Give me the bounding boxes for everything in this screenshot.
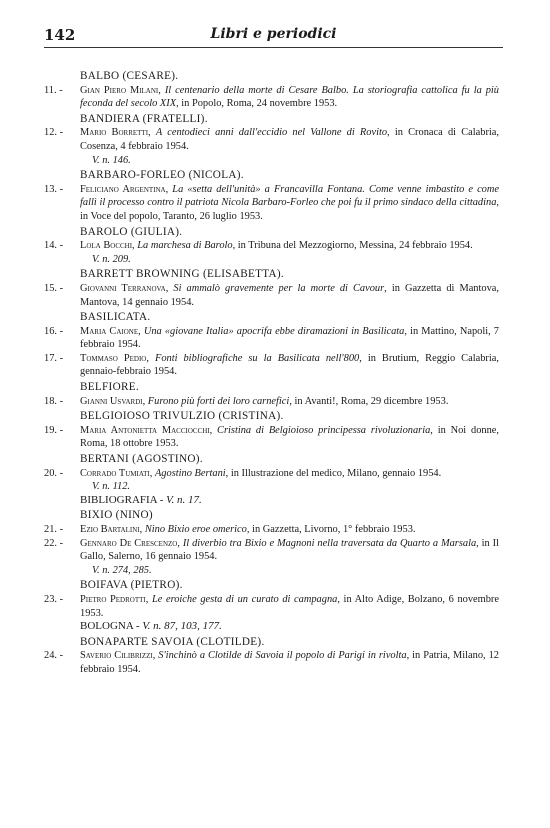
- section-heading: BAROLO (GIULIA).: [80, 225, 183, 238]
- entry-publication: , in Gazzetta, Livorno, 1° febbraio 1953.: [246, 524, 416, 535]
- entry-publication: , in Gazzetta di Mantova, Mantova, 14 gennaio 1954.: [80, 282, 499, 308]
- entry-number: 22. -: [44, 537, 64, 549]
- cross-reference: [80, 494, 499, 508]
- bibliography-entry: 24. - Saverio Cilibrizzi, S'inchinò a Clotilde di Savoia il popolo di Parigi in rivolta, in Patria, Milano, 12 febbraio 1954.: [44, 650, 499, 675]
- entry-publication: , in Illustrazione del medico, Milano, gennaio 1954.: [225, 467, 442, 479]
- entry-number: 17. -: [44, 352, 64, 364]
- entry-publication: , in Patria, Milano, 12 febbraio 1954.: [80, 650, 499, 675]
- entry-author: Giovanni Terranova: [80, 282, 166, 294]
- entry-title: Il diverbio tra Bixio e Magnoni nella traversata da Quarto a Marsala: [182, 537, 477, 549]
- entry-title: Si ammalò gravemente per la morte di Cavour: [173, 282, 385, 294]
- entry-author: Corrado Tumiati: [80, 467, 150, 479]
- bibliography-entry: 12. - Mario Borretti, A centodieci anni dall'eccidio nel Vallone di Rovito, in Cronaca di Calabria, Cosenza, 4 febbraio 1954. V. n. 146.: [44, 127, 500, 166]
- cross-reference: [80, 620, 499, 634]
- header-rule: [44, 47, 503, 48]
- running-title: Libri e periodici: [210, 26, 337, 42]
- entry-author: Saverio Cilibrizzi: [80, 650, 153, 662]
- entry-title: A centodieci anni dall'eccidio nel Vallone di Rovito: [155, 127, 388, 139]
- entry-publication: , in Voce del popolo, Taranto, 26 luglio 1953.: [80, 197, 499, 222]
- entry-number: 12. -: [44, 127, 64, 139]
- entry-author: Tommaso Pedio: [80, 352, 147, 364]
- entry-publication: , in Brutium, Reggio Calabria, gennaio-febbraio 1954.: [80, 352, 499, 378]
- entry-publication: , in Mattino, Napoli, 7 febbraio 1954.: [80, 325, 499, 351]
- entry-number: 23. -: [44, 593, 64, 605]
- entry-author: Ezio Bartalini: [80, 524, 140, 535]
- entry-title: S'inchinò a Clotilde di Savoia il popolo di Parigi in rivolta: [158, 650, 407, 662]
- bibliography-entry: 20. - Corrado Tumiati, Agostino Bertani, in Illustrazione del medico, Milano, gennaio 1954. V. n. 112.: [44, 467, 499, 494]
- entry-publication: , in Noi donne, Roma, 18 ottobre 1953.: [80, 424, 499, 450]
- section-heading: BELGIOIOSO TRIVULZIO (CRISTINA).: [80, 410, 284, 423]
- entry-publication: , in Avanti!, Roma, 29 dicembre 1953.: [289, 395, 449, 407]
- page-header: [44, 26, 503, 46]
- bibliography-entry: 19. - Maria Antonietta Macciocchi, Cristina di Belgioioso principessa rivoluzionaria, in Noi donne, Roma, 18 ottobre 1953.: [44, 424, 499, 450]
- entry-number: 18. -: [44, 395, 64, 407]
- page-number: 142: [44, 26, 76, 44]
- bibliography-entry: 11. - Gian Piero Milani, Il centenario della morte di Cesare Balbo. La storiografia cattolica fu la più feconda del secolo XIX, in Popolo, Roma, 24 novembre 1953.: [44, 84, 499, 110]
- entry-publication: , in Alto Adige, Bolzano, 6 novembre 1953.: [80, 593, 500, 619]
- section-heading: BOIFAVA (PIETRO).: [80, 579, 183, 592]
- entry-author: Gianni Usvardi: [80, 395, 143, 407]
- entry-see-also: V. n. 274, 285.: [92, 564, 152, 576]
- section-heading: BANDIERA (FRATELLI).: [80, 112, 208, 125]
- bibliography-entry: 16. - Maria Caione, Una «giovane Italia» apocrifa ebbe diramazioni in Basilicata, in Mattino, Napoli, 7 febbraio 1954.: [44, 325, 499, 351]
- entry-publication: , in Cronaca di Calabria, Cosenza, 4 febbraio 1954.: [80, 127, 500, 152]
- section-heading: BELFIORE.: [80, 381, 139, 394]
- entry-title: Le eroiche gesta di un curato di campagna: [151, 593, 338, 605]
- section-heading: BERTANI (AGOSTINO).: [80, 453, 203, 466]
- entry-number: 13. -: [44, 183, 64, 195]
- entry-title: Agostino Bertani: [154, 467, 226, 479]
- entry-number: 21. -: [44, 524, 64, 535]
- entry-author: Gennaro De Crescenzo: [80, 537, 178, 549]
- section-heading: BONAPARTE SAVOIA (CLOTILDE).: [80, 635, 265, 648]
- bibliography-entry: 14. - Lola Bocchi, La marchesa di Barolo, in Tribuna del Mezzogiorno, Messina, 24 febbraio 1954. V. n. 209.: [44, 239, 499, 266]
- entry-title: Una «giovane Italia» apocrifa ebbe diramazioni in Basilicata: [143, 325, 405, 337]
- entry-author: Pietro Pedrotti: [80, 593, 146, 605]
- entry-number: 19. -: [44, 424, 64, 436]
- entry-title: Nino Bixio eroe omerico: [144, 524, 247, 535]
- bibliography-entry: 13. - Feliciano Argentina, La «setta dell'unità» a Francavilla Fontana. Come venne imbastito e come fallì il processo contro il patriota Nicola Barbaro-Forleo che poi fu il primo sindaco della cittadina, in Voce del popolo, Taranto, 26 luglio 1953.: [44, 183, 499, 222]
- entry-author: Maria Caione: [80, 325, 139, 337]
- reference-numbers: V. n. 87, 103, 177.: [142, 620, 222, 633]
- entry-title: Fonti bibliografiche su la Basilicata nell'800: [154, 352, 360, 364]
- entry-title: Furono più forti dei loro carnefici: [147, 395, 290, 407]
- section-heading: BASILICATA.: [80, 311, 151, 324]
- entry-title: Cristina di Belgioioso principessa rivoluzionaria: [217, 424, 431, 436]
- entry-title: Il centenario della morte di Cesare Balbo. La storiografia cattolica fu la più feconda del secolo XIX: [80, 84, 499, 110]
- bibliography-entry: 21. - Ezio Bartalini, Nino Bixio eroe omerico, in Gazzetta, Livorno, 1° febbraio 1953.: [44, 524, 416, 535]
- reference-numbers: V. n. 17.: [166, 493, 202, 506]
- section-heading: BARBARO-FORLEO (NICOLA).: [80, 169, 244, 182]
- section-heading: BALBO (CESARE).: [80, 70, 179, 82]
- entry-author: Feliciano Argentina: [80, 183, 166, 195]
- bibliography-entry: 18. - Gianni Usvardi, Furono più forti dei loro carnefici, in Avanti!, Roma, 29 dicembre 1953.: [44, 395, 449, 407]
- entry-title: La «setta dell'unità» a Francavilla Fontana. Come venne imbastito e come fallì il processo contro il patriota Nicola Barbaro-Forleo che poi fu il primo sindaco della cittadina: [80, 183, 499, 209]
- section-heading: BIXIO (NINO): [80, 509, 153, 522]
- bibliography-entry: 17. - Tommaso Pedio, Fonti bibliografiche su la Basilicata nell'800, in Brutium, Reggio Calabria, gennaio-febbraio 1954.: [44, 352, 499, 378]
- entry-publication: , in Il Gallo, Salerno, 16 gennaio 1954.: [80, 537, 499, 563]
- entry-author: Maria Antonietta Macciocchi: [80, 424, 210, 436]
- bibliography-entry: 15. - Giovanni Terranova, Si ammalò gravemente per la morte di Cavour, in Gazzetta di Mantova, Mantova, 14 gennaio 1954.: [44, 282, 499, 308]
- entry-number: 15. -: [44, 282, 64, 294]
- entry-author: Mario Borretti: [80, 127, 149, 139]
- entry-number: 20. -: [44, 467, 64, 479]
- entry-see-also: V. n. 209.: [92, 253, 131, 265]
- entry-number: 24. -: [44, 650, 64, 662]
- entry-title: La marchesa di Barolo: [137, 240, 233, 252]
- bibliography-list: [44, 68, 499, 677]
- bibliography-entry: 23. - Pietro Pedrotti, Le eroiche gesta di un curato di campagna, in Alto Adige, Bolzano, 6 novembre 1953.: [44, 593, 500, 619]
- entry-number: 11. -: [44, 84, 63, 96]
- section-heading: BARRETT BROWNING (ELISABETTA).: [80, 268, 284, 281]
- entry-author: Gian Piero Milani: [80, 84, 159, 96]
- bibliography-entry: 22. - Gennaro De Crescenzo, Il diverbio tra Bixio e Magnoni nella traversata da Quarto a Marsala, in Il Gallo, Salerno, 16 gennaio 1954. V. n. 274, 285.: [44, 537, 499, 576]
- reference-label: BIBLIOGRAFIA -: [80, 493, 167, 506]
- entry-see-also: V. n. 146.: [92, 154, 131, 166]
- entry-number: 14. -: [44, 240, 64, 252]
- entry-author: Lola Bocchi: [80, 240, 133, 252]
- entry-publication: , in Popolo, Roma, 24 novembre 1953.: [176, 98, 338, 110]
- entry-number: 16. -: [44, 325, 64, 337]
- entry-publication: , in Tribuna del Mezzogiorno, Messina, 24 febbraio 1954.: [232, 240, 473, 252]
- entry-see-also: V. n. 112.: [92, 481, 131, 493]
- reference-label: BOLOGNA -: [80, 620, 143, 633]
